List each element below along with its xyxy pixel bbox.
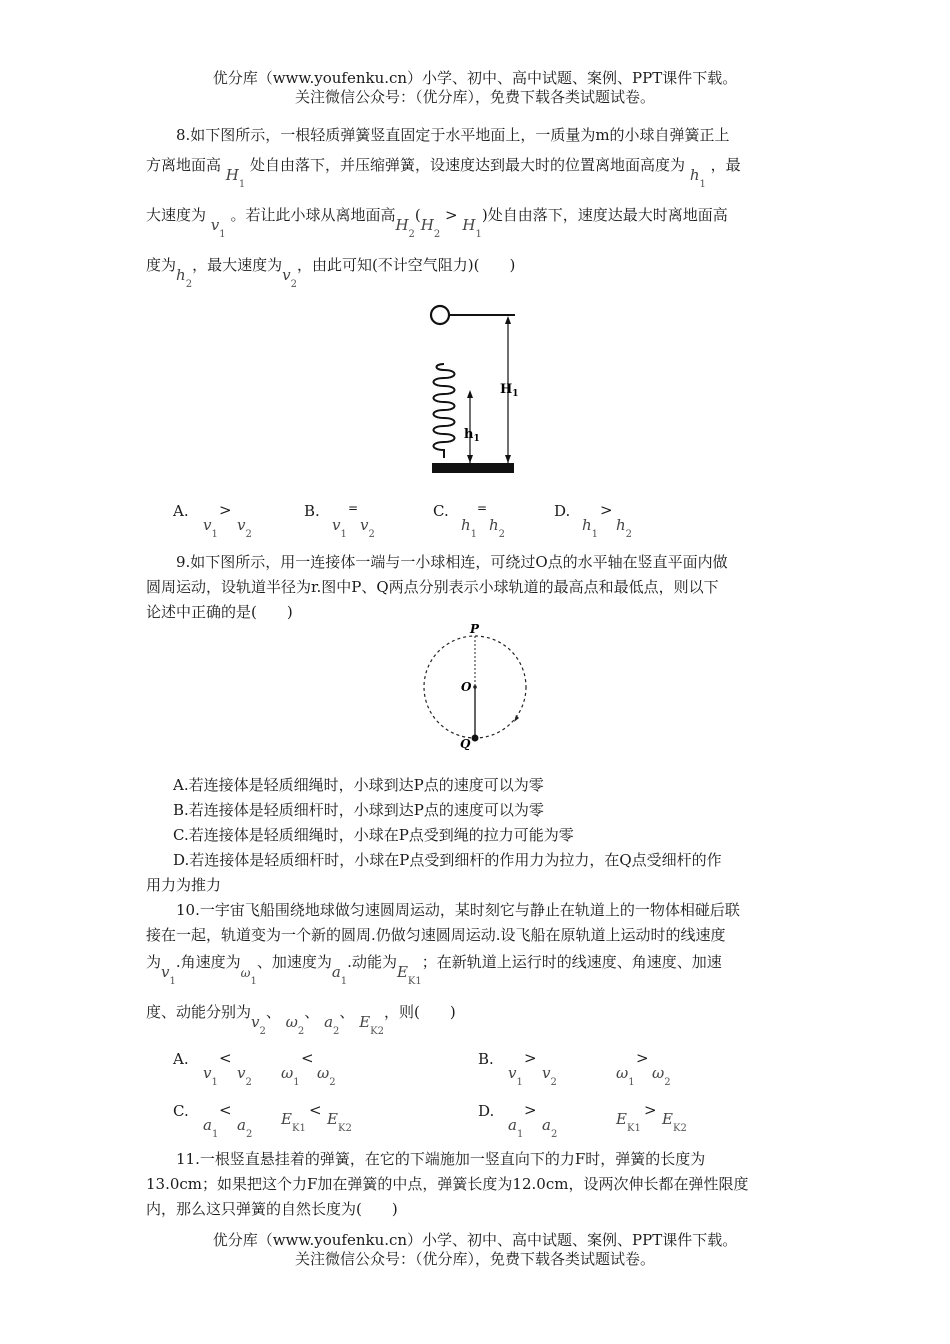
- label-Q: Q: [460, 737, 471, 750]
- header-line-2: 关注微信公众号：（优分库），免费下载各类试题试卷。: [294, 88, 655, 106]
- ball-icon: [431, 306, 449, 324]
- q8-spring-figure: [420, 298, 530, 480]
- q9-option-d[interactable]: D.若连接体是轻质细杆时，小球在P点受到细杆的作用力为拉力，在Q点受细杆的作: [173, 851, 722, 869]
- q9-option-c[interactable]: C.若连接体是轻质细绳时，小球在P点受到绳的拉力可能为零: [173, 826, 574, 844]
- q9-option-d-cont: 用力为推力: [146, 876, 222, 894]
- q10-line-2: 接在一起，轨道变为一个新的圆周.仍做匀速圆周运动.设飞船在原轨道上运动时的线速度: [146, 926, 726, 944]
- pivot-point: [473, 685, 477, 689]
- q9-option-a[interactable]: A.若连接体是轻质细绳时，小球到达P点的速度可以为零: [173, 776, 544, 794]
- q8-option-d[interactable]: D. $h_1$ > $h_2$: [554, 501, 633, 540]
- q8-line-2: 方离地面高 $H_1$ 处自由落下，并压缩弹簧，设速度达到最大时的位置离地面高度为 $h_1$ ，最: [146, 156, 741, 190]
- spring-coil: [434, 364, 455, 458]
- q10-line-1: 10.一宇宙飞船围绕地球做匀速圆周运动，某时刻它与静止在轨道上的一物体相碰后联: [176, 901, 740, 919]
- q9-option-b[interactable]: B.若连接体是轻质细杆时，小球到达P点的速度可以为零: [173, 801, 544, 819]
- q8-option-c[interactable]: C. $h_1$ = $h_2$: [433, 501, 506, 540]
- q8-line-3: 大速度为 $v_1$ 。若让此小球从离地面高$H_2(H_2 > H_1)$处自由落下，速度达最大时离地面高: [146, 206, 728, 240]
- label-P: P: [470, 622, 480, 636]
- q8-line-1: 8.如下图所示，一根轻质弹簧竖直固定于水平地面上，一质量为m的小球自弹簧正上: [176, 126, 730, 144]
- arrow-down-icon: [467, 455, 473, 463]
- q10-line-4: 度、动能分别为$v_2$、 $\omega_2$、 $a_2$、 $E_{K2}$，则( ): [146, 1003, 456, 1037]
- direction-arrow-icon: [514, 715, 519, 722]
- q9-line-1: 9.如下图所示，用一连接体一端与一小球相连，可绕过O点的水平轴在竖直平面内做: [176, 553, 728, 571]
- q11-line-1: 11.一根竖直悬挂着的弹簧，在它的下端施加一竖直向下的力F时，弹簧的长度为: [176, 1150, 706, 1168]
- q9-line-2: 圆周运动，设轨道半径为r.图中P、Q两点分别表示小球轨道的最高点和最低点，则以下: [146, 578, 719, 596]
- arrow-up-icon: [505, 316, 511, 324]
- ball-icon: [472, 735, 479, 742]
- ground-block: [432, 463, 514, 473]
- footer-line-2: 关注微信公众号：（优分库），免费下载各类试题试卷。: [294, 1250, 655, 1268]
- q8-option-b[interactable]: B. $v_1$ = $v_2$: [304, 501, 375, 540]
- q10-option-d[interactable]: D. $a_1$ > $a_2$ $E_{K1}$ > $E_{K2}$: [478, 1101, 687, 1140]
- q11-line-2: 13.0cm；如果把这个力F加在弹簧的中点，弹簧长度为12.0cm，设两次伸长都在弹性限度: [146, 1175, 749, 1193]
- arrow-up-icon: [467, 390, 473, 398]
- footer-line-1: 优分库（www.youfenku.cn）小学、初中、高中试题、案例、PPT课件下载。: [212, 1231, 738, 1249]
- q10-option-b[interactable]: B. $v_1$ > $v_2$ $\omega_1$ > $\omega_2$: [478, 1049, 671, 1088]
- q10-option-c[interactable]: C. $a_1$ < $a_2$ $E_{K1}$ < $E_{K2}$: [173, 1101, 352, 1140]
- q10-line-3: 为$v_1$.角速度为$_{\omega_1}$、加速度为$a_1$.动能为$E_{K1}$；在新轨道上运行时的线速度、角速度、加速: [146, 953, 722, 987]
- q9-circle-figure: [418, 620, 532, 750]
- header-line-1: 优分库（www.youfenku.cn）小学、初中、高中试题、案例、PPT课件下载。: [212, 69, 738, 87]
- q10-option-a[interactable]: A. $v_1$ < $v_2$ $\omega_1$ < $\omega_2$: [173, 1049, 336, 1088]
- label-O: O: [461, 680, 472, 694]
- fig-label-h1: $h_1$: [464, 427, 480, 444]
- fig-label-H1: $H_1$: [500, 382, 519, 399]
- q9-line-3: 论述中正确的是( ): [146, 603, 293, 621]
- q8-line-4: 度为$h_2$，最大速度为$v_2$，由此可知(不计空气阻力)( ): [146, 256, 516, 290]
- q8-option-a[interactable]: A. $v_1$ > $v_2$: [173, 501, 252, 540]
- q11-line-3: 内，那么这只弹簧的自然长度为( ): [146, 1200, 398, 1218]
- arrow-down-icon: [505, 455, 511, 463]
